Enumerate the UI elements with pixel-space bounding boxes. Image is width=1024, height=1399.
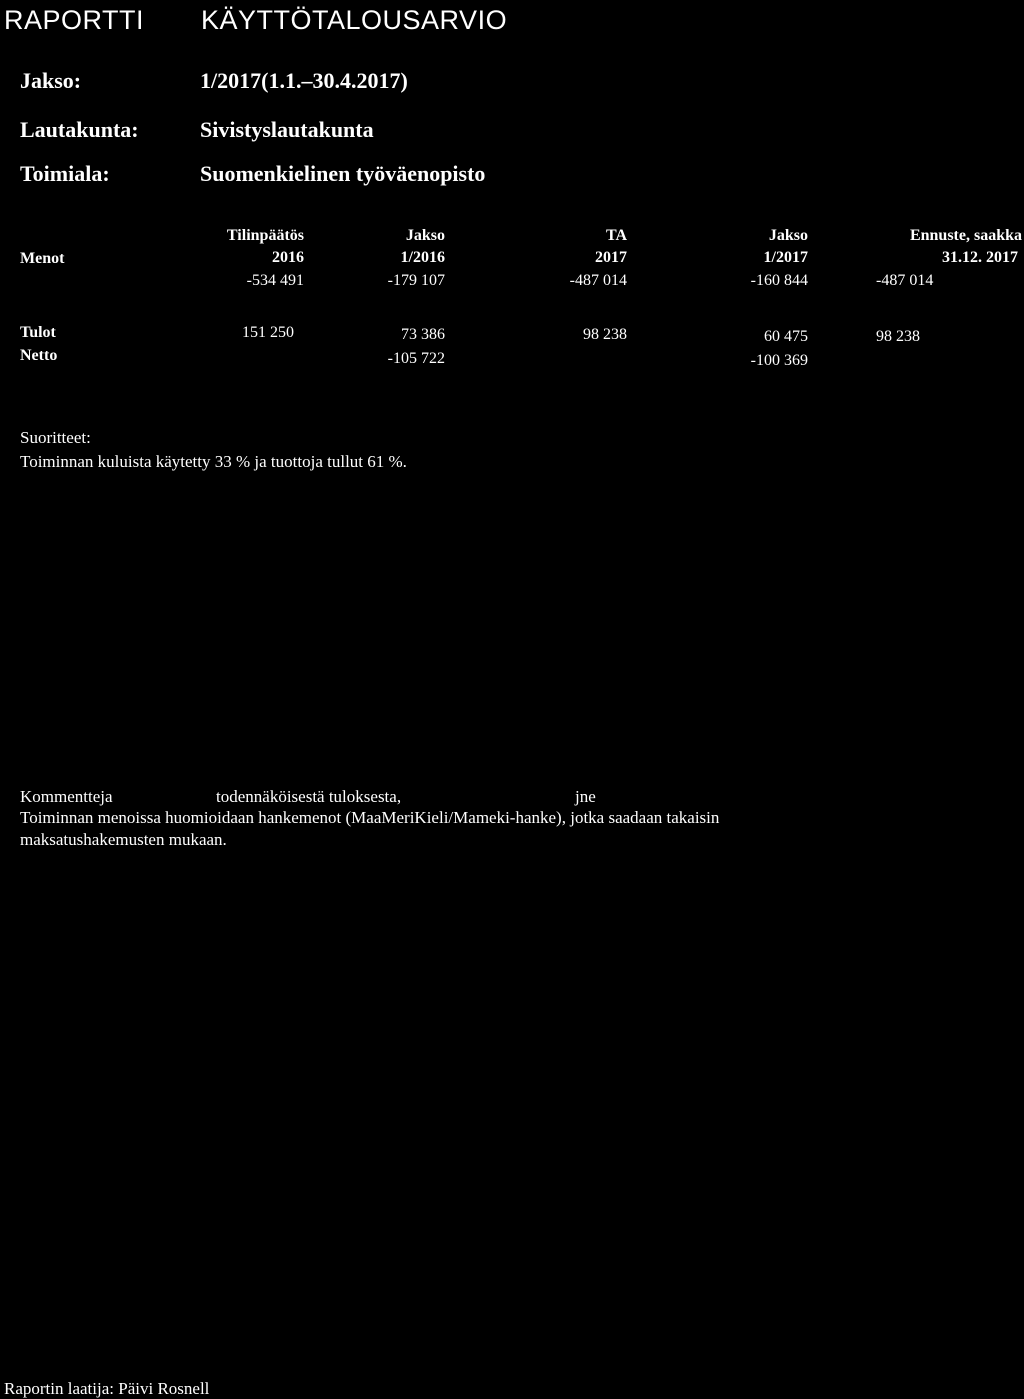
col-header-line2: 31.12. 2017 bbox=[942, 249, 1018, 266]
performance-heading: Suoritteet: bbox=[20, 428, 91, 447]
row-label-netto: Netto bbox=[20, 347, 58, 364]
col-header-line1: Jakso bbox=[768, 227, 808, 244]
col-header-line1: Jakso bbox=[405, 227, 445, 244]
report-author: Raportin laatija: Päivi Rosnell bbox=[4, 1379, 210, 1398]
table-cell: 73 386 bbox=[401, 326, 445, 343]
col-header-line2: 2016 bbox=[272, 249, 304, 266]
table-cell: -160 844 bbox=[750, 272, 808, 289]
col-header-line1: Tilinpäätös bbox=[226, 227, 304, 244]
table-cell: 98 238 bbox=[876, 328, 920, 345]
col-header-line2: 2017 bbox=[595, 249, 627, 266]
report-title: KÄYTTÖTALOUSARVIO bbox=[201, 5, 508, 35]
table-cell: -100 369 bbox=[750, 352, 808, 369]
board-value: Sivistyslautakunta bbox=[200, 117, 374, 142]
table-cell: 60 475 bbox=[764, 328, 808, 345]
comments-line: Toiminnan menoissa huomioidaan hankemenot (MaaMeriKieli/Mameki-hanke), jotka saadaan takaisin bbox=[20, 808, 720, 827]
comments-heading-end: jne bbox=[575, 787, 596, 806]
row-label-tulot: Tulot bbox=[20, 324, 56, 341]
row-label-menot: Menot bbox=[20, 250, 65, 267]
period-label: Jakso: bbox=[20, 68, 82, 93]
table-cell: -179 107 bbox=[387, 272, 445, 289]
board-label: Lautakunta: bbox=[20, 117, 139, 142]
period-value: 1/2017(1.1.–30.4.2017) bbox=[200, 68, 408, 93]
comments-heading-middle: todennäköisestä tuloksesta, bbox=[216, 787, 402, 806]
table-cell: -487 014 bbox=[569, 272, 627, 289]
table-cell: -105 722 bbox=[387, 350, 445, 367]
table-cell: -534 491 bbox=[246, 272, 304, 289]
table-cell: 98 238 bbox=[583, 326, 627, 343]
col-header-line1: Ennuste, saakka bbox=[909, 227, 1022, 244]
col-header-line2: 1/2017 bbox=[763, 249, 808, 266]
col-header-line1: TA bbox=[605, 227, 627, 244]
table-cell: -487 014 bbox=[876, 272, 934, 289]
sector-value: Suomenkielinen työväenopisto bbox=[200, 161, 486, 186]
comments-line: maksatushakemusten mukaan. bbox=[20, 830, 227, 849]
comments-heading: Kommentteja bbox=[20, 787, 113, 806]
table-cell: 151 250 bbox=[242, 324, 294, 341]
performance-text: Toiminnan kuluista käytetty 33 % ja tuottoja tullut 61 %. bbox=[20, 452, 407, 471]
sector-label: Toimiala: bbox=[20, 161, 110, 186]
report-label: RAPORTTI bbox=[4, 5, 145, 35]
col-header-line2: 1/2016 bbox=[400, 249, 445, 266]
